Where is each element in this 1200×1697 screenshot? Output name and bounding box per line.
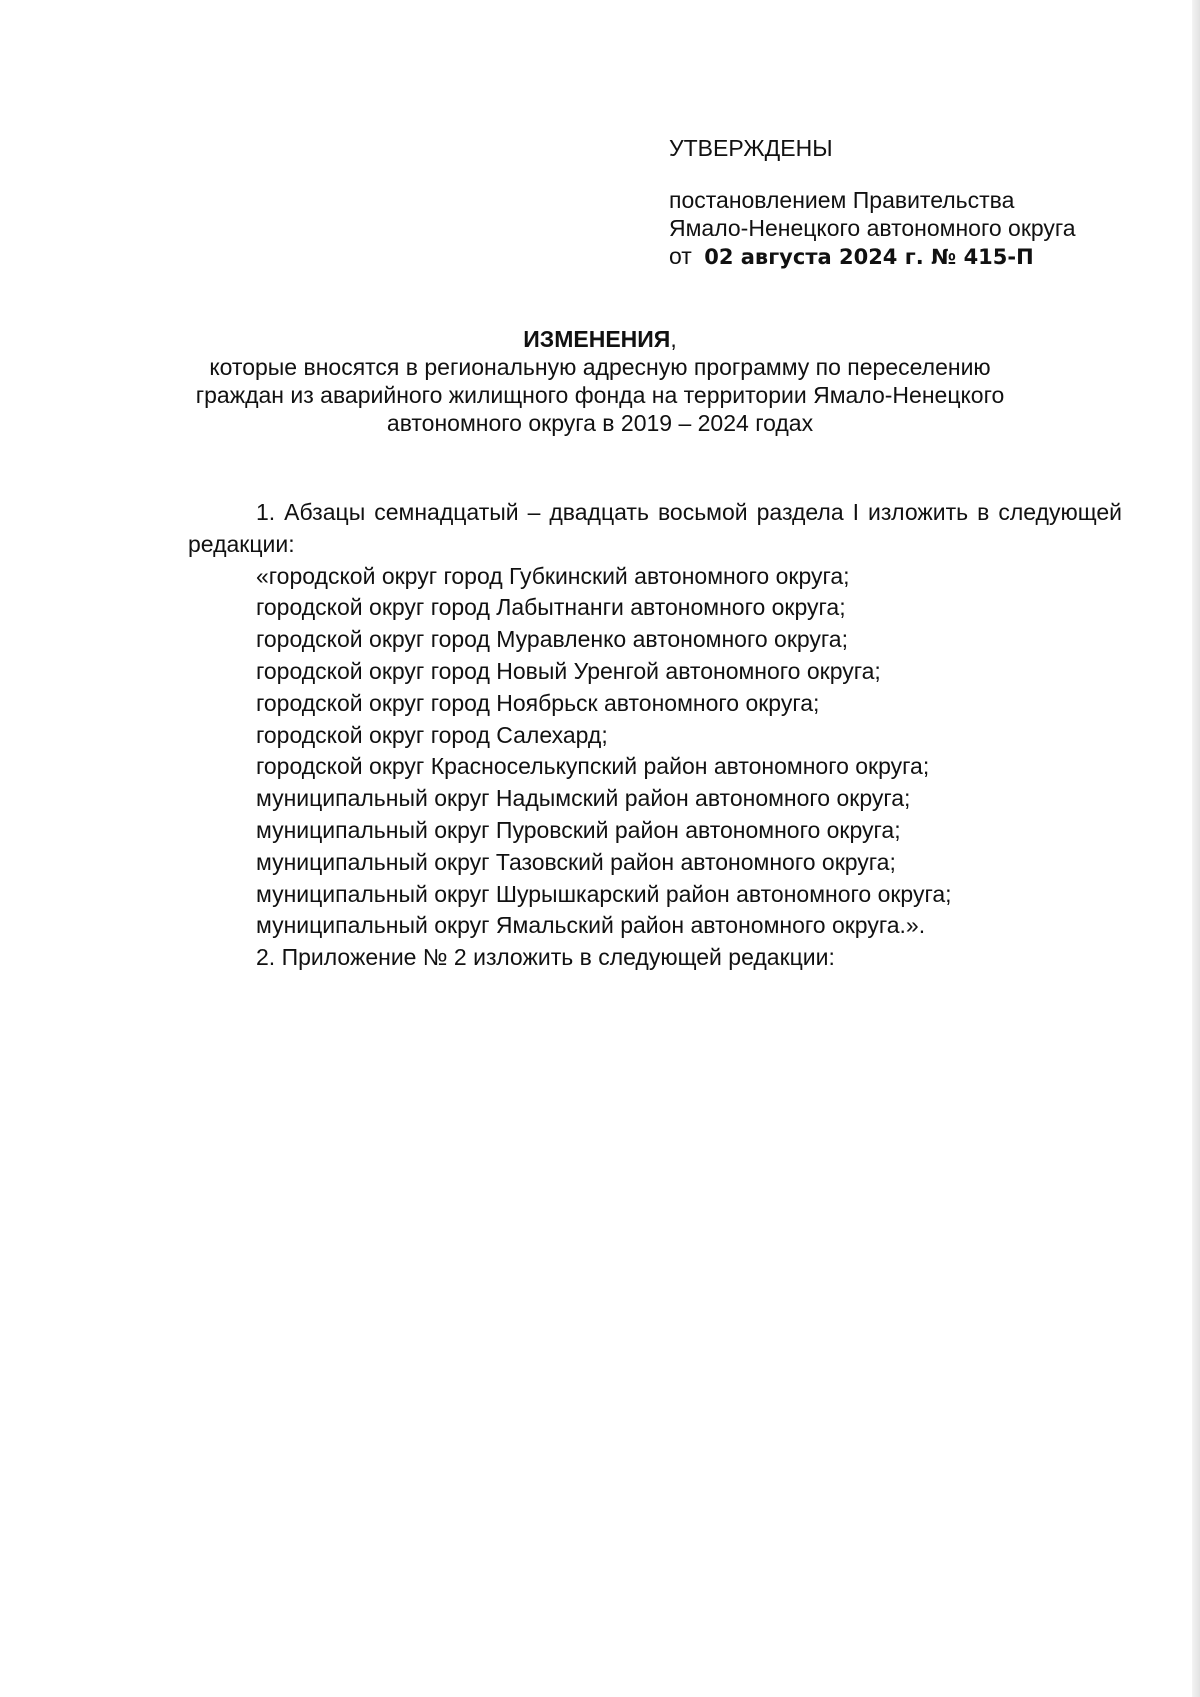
list-item: городской округ Красноселькупский район автономного округа; — [256, 753, 930, 780]
document-subtitle-line-3: автономного округа в 2019 – 2024 годах — [386, 410, 814, 436]
approval-date-line — [669, 242, 1076, 271]
document-subtitle-line-2: граждан из аварийного жилищного фонда на территории Ямало-Ненецкого — [195, 382, 1005, 408]
approval-date-number: 02 августа 2024 г. № 415-П — [704, 245, 1034, 269]
list-item: городской округ город Новый Уренгой автономного округа; — [256, 657, 881, 684]
list-item: муниципальный округ Шурышкарский район автономного округа; — [256, 880, 952, 907]
list-item: городской округ город Муравленко автономного округа; — [256, 626, 848, 653]
approval-stamp — [669, 134, 1076, 271]
page-edge — [1192, 0, 1200, 1697]
list-item: муниципальный округ Тазовский район автономного округа; — [256, 848, 896, 875]
document-title-line — [150, 325, 1050, 353]
list-item: городской округ город Ноябрьск автономного округа; — [256, 689, 820, 716]
list-item: городской округ город Салехард; — [256, 721, 608, 748]
list-item: муниципальный округ Надымский район автономного округа; — [256, 785, 911, 812]
list-item: муниципальный округ Пуровский район автономного округа; — [256, 816, 901, 843]
list-item: «городской округ город Губкинский автономного округа; — [256, 562, 850, 589]
list-item: городской округ город Лабытнанги автономного округа; — [256, 594, 846, 621]
approval-heading: УТВЕРЖДЕНЫ — [669, 135, 833, 161]
document-title-block — [150, 325, 1050, 437]
document-subtitle-line-1: которые вносятся в региональную адресную программу по переселению — [209, 354, 991, 380]
document-title: ИЗМЕНЕНИЯ — [523, 326, 671, 352]
paragraph-item-1: 1. Абзацы семнадцатый – двадцать восьмой раздела I изложить в следующей редакции: — [188, 499, 1122, 557]
approval-line-2: Ямало-Ненецкого автономного округа — [669, 215, 1076, 241]
approval-date-prefix: от — [669, 243, 692, 269]
document-body — [188, 497, 1122, 974]
document-title-suffix: , — [670, 326, 677, 352]
approval-line-1: постановлением Правительства — [669, 187, 1015, 213]
list-item: муниципальный округ Ямальский район автономного округа.». — [256, 912, 926, 939]
paragraph-item-2: 2. Приложение № 2 изложить в следующей редакции: — [256, 944, 835, 971]
